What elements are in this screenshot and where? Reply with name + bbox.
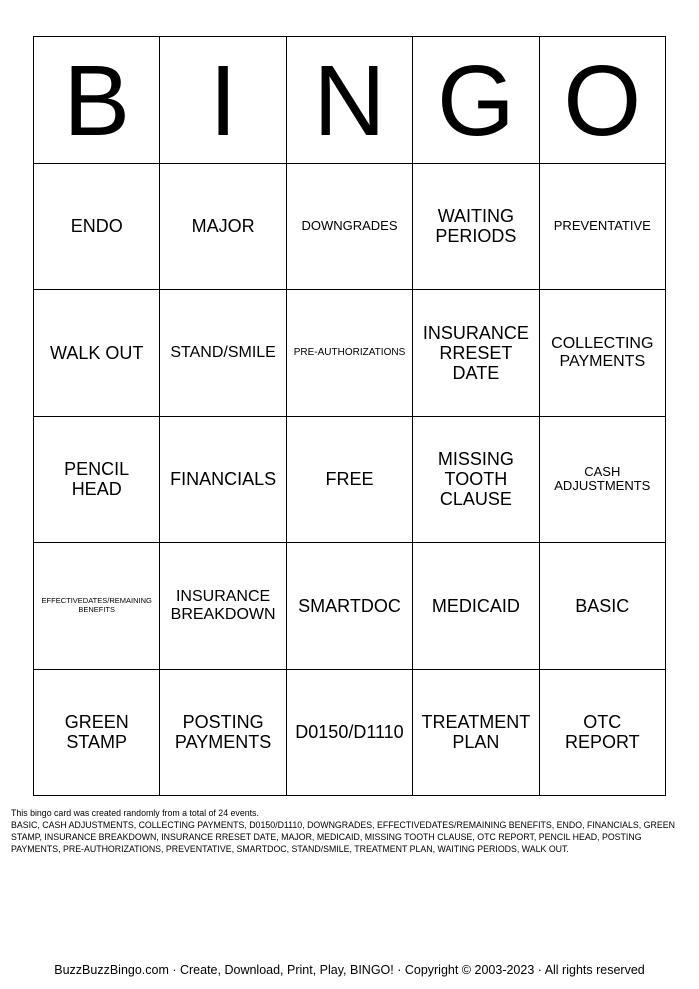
header-letter-g: G [413,37,539,164]
bingo-cell: PENCIL HEAD [34,417,160,544]
bingo-cell: ENDO [34,164,160,291]
bingo-cell: SMARTDOC [287,543,413,670]
header-letter-b: B [34,37,160,164]
header-letter-o: O [540,37,666,164]
bingo-cell: DOWNGRADES [287,164,413,291]
bingo-cell: MAJOR [160,164,286,291]
bingo-cell: PREVENTATIVE [540,164,666,291]
free-space-cell: FREE [287,417,413,544]
bingo-cell: COLLECTING PAYMENTS [540,290,666,417]
bingo-cell: WALK OUT [34,290,160,417]
bingo-cell: OTC REPORT [540,670,666,797]
bingo-card [33,36,666,796]
bingo-cell: INSURANCE RRESET DATE [413,290,539,417]
bingo-cell: INSURANCE BREAKDOWN [160,543,286,670]
bingo-cell: MEDICAID [413,543,539,670]
bingo-cell: WAITING PERIODS [413,164,539,291]
bingo-cell: POSTING PAYMENTS [160,670,286,797]
header-letter-n: N [287,37,413,164]
bingo-cell: D0150/D1110 [287,670,413,797]
bingo-cell: FINANCIALS [160,417,286,544]
footer-copyright: BuzzBuzzBingo.com · Create, Download, Print, Play, BINGO! · Copyright © 2003-2023 · All rights reserved [54,963,645,977]
note-events-list: BASIC, CASH ADJUSTMENTS, COLLECTING PAYMENTS, D0150/D1110, DOWNGRADES, EFFECTIVEDATES/REMAINING BENEFITS, ENDO, FINANCIALS, GREEN STAMP, INSURANCE BREAKDOWN, INSURANCE RRESET DATE, MAJOR, MEDICAID, MISSING TOOTH CLAUSE, OTC REPORT, PENCIL HEAD, POSTING PAYMENTS, PRE-AUTHORIZATIONS, PREVENTATIVE, SMARTDOC, STAND/SMILE, TREATMENT PLAN, WAITING PERIODS, WALK OUT. [11,820,675,854]
bingo-cell: MISSING TOOTH CLAUSE [413,417,539,544]
bingo-cell: TREATMENT PLAN [413,670,539,797]
bingo-cell: STAND/SMILE [160,290,286,417]
bingo-cell: PRE-AUTHORIZATIONS [287,290,413,417]
bingo-cell: GREEN STAMP [34,670,160,797]
bingo-cell: BASIC [540,543,666,670]
header-letter-i: I [160,37,286,164]
note-intro: This bingo card was created randomly from a total of 24 events. [11,808,259,818]
bingo-cell: EFFECTIVEDATES/REMAINING BENEFITS [34,543,160,670]
bingo-cell: CASH ADJUSTMENTS [540,417,666,544]
card-generation-note [11,807,691,855]
